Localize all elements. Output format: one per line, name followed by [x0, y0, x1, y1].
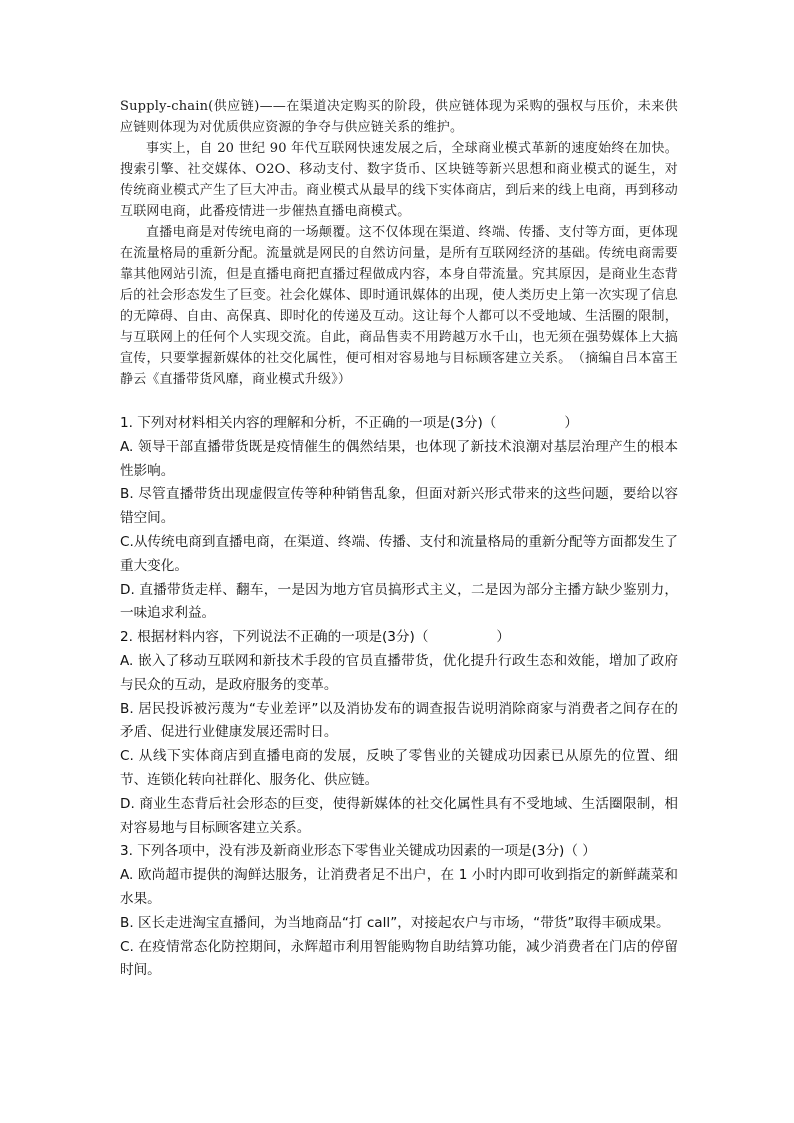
passage-paragraph: 直播电商是对传统电商的一场颠覆。这不仅体现在渠道、终端、传播、支付等方面，更体现在流量格局的重新分配。流量就是网民的自然访问量，是所有互联网经济的基础。传统电商需要靠其他网站引流，但是直播电商把直播过程做成内容，本身自带流量。究其原因，是商业生态背后的社会形态发生了巨变。社会化媒体、即时通讯媒体的出现，使人类历史上第一次实现了信息的无障碍、自由、高保真、即时化的传递及互动。这让每个人都可以不受地域、生活圈的限制，与互联网上的任何个人实现交流。自此，商品售卖不用跨越万水千山，也无须在强势媒体上大搞宣传，只要掌握新媒体的社交化属性，便可相对容易地与目标顾客建立关系。 （摘编自吕本富王静云《直播带货风靡，商业模式升级》）: [120, 225, 678, 387]
answer-option: B. 居民投诉被污蔑为“专业差评”以及消协发布的调查报告说明消除商家与消费者之间存在的矛盾、促进行业健康发展还需时日。: [120, 700, 678, 741]
passage-paragraph: 事实上，自 20 世纪 90 年代互联网快速发展之后，全球商业模式革新的速度始终在加快。搜索引擎、社交媒体、O2O、移动支付、数字货币、区块链等新兴思想和商业模式的诞生，对传统商业模式产生了巨大冲击。商业模式从最早的线下实体商店，到后来的线上电商，再到移动互联网电商，此番疫情进一步催热直播电商模式。: [120, 141, 678, 219]
answer-option: B. 区长走进淘宝直播间，为当地商品“打 call”，对接起农户与市场，“带货”取得丰硕成果。: [120, 914, 670, 931]
answer-option: A. 嵌入了移动互联网和新技术手段的官员直播带货，优化提升行政生态和效能，增加了政府与民众的互动，是政府服务的变革。: [120, 652, 678, 693]
question-stem: 2. 根据材料内容，下列说法不正确的一项是(3分)（ ）: [120, 629, 510, 646]
question-stem: 1. 下列对材料相关内容的理解和分析，不正确的一项是(3分)（ ）: [120, 415, 578, 431]
question-list: [120, 412, 678, 983]
answer-option: A. 欧尚超市提供的淘鲜达服务，让消费者足不出户，在 1 小时内即可收到指定的新鲜蔬菜和水果。: [120, 867, 678, 907]
reading-passage: [120, 96, 678, 390]
answer-option: D. 商业生态背后社会形态的巨变，使得新媒体的社交化属性具有不受地域、生活圈限制，相对容易地与目标顾客建立关系。: [120, 795, 678, 836]
passage-paragraph: Supply-chain(供应链)——在渠道决定购买的阶段，供应链体现为采购的强权与压价，未来供应链则体现为对优质供应资源的争夺与供应链关系的维护。: [120, 99, 678, 135]
answer-option: B. 尽管直播带货出现虚假宣传等种种销售乱象，但面对新兴形式带来的这些问题，要给以容错空间。: [120, 486, 678, 527]
answer-option: C. 从线下实体商店到直播电商的发展，反映了零售业的关键成功因素已从原先的位置、细节、连锁化转向社群化、服务化、供应链。: [120, 748, 678, 788]
answer-option: A. 领导干部直播带货既是疫情催生的偶然结果，也体现了新技术浪潮对基层治理产生的根本性影响。: [120, 438, 678, 479]
answer-option: C.从传统电商到直播电商，在渠道、终端、传播、支付和流量格局的重新分配等方面都发生了重大变化。: [120, 533, 678, 574]
question-stem: 3. 下列各项中，没有涉及新商业形态下零售业关键成功因素的一项是(3分)（ ）: [120, 843, 596, 860]
answer-option: D. 直播带货走样、翻车，一是因为地方官员搞形式主义，二是因为部分主播方缺少鉴别力，一味追求利益。: [120, 581, 678, 622]
answer-option: C. 在疫情常态化防控期间，永辉超市利用智能购物自助结算功能，减少消费者在门店的停留时间。: [120, 938, 678, 979]
